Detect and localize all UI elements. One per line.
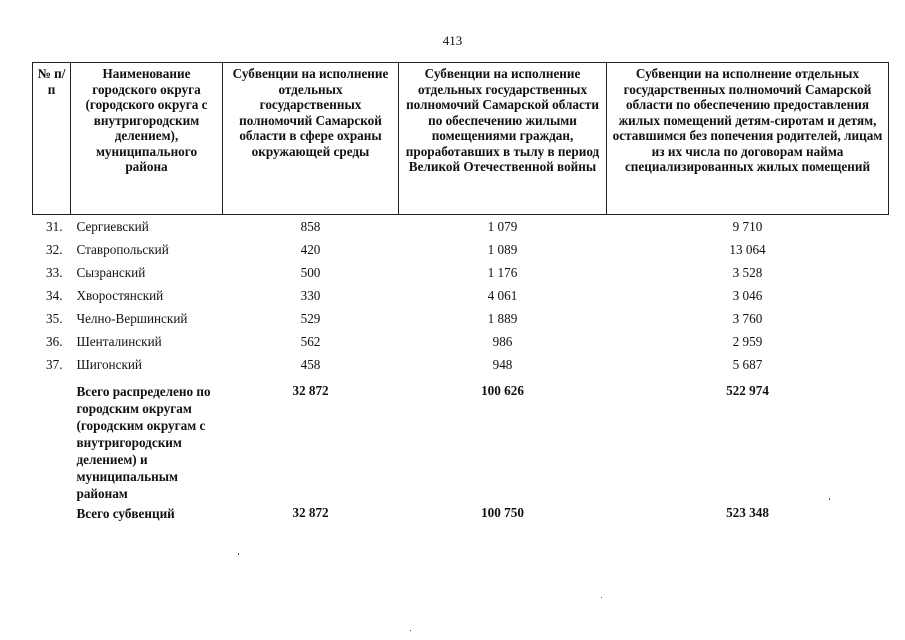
total-distributed-label: Всего распределено по городским округам (городским округам с внутригородским делением) и муниципальным районам (76, 383, 211, 501)
row-value-b: 1 079 (487, 219, 518, 234)
row-value-c: 3 528 (732, 264, 763, 280)
row-value-b: 1 089 (487, 241, 518, 257)
table-header (33, 63, 889, 215)
total-distributed-b: 100 626 (481, 382, 524, 398)
row-num: 37. (46, 356, 63, 372)
header-col-c: Субвенции на исполнение отдельных государственных полномочий Самарской области по обеспечению предоставления жилых помещений детям-сиротам и детям, оставшимся без попечения родителей, лицам из их числа по договорам найма специализированных жилых помещений (607, 63, 889, 215)
subventions-table (32, 62, 889, 525)
header-col-b: Субвенции на исполнение отдельных государственных полномочий Самарской области по обеспечению жилыми помещениями граждан, проработавших в тылу в период Великой Отечественной войны (399, 63, 607, 215)
total-distributed-row (33, 380, 889, 502)
total-distributed-c: 522 974 (726, 382, 769, 398)
total-subventions-a: 32 872 (292, 504, 329, 520)
table-row (33, 334, 889, 357)
scan-speck (238, 553, 239, 555)
row-num: 36. (46, 333, 63, 349)
page-number: 413 (442, 33, 463, 48)
scan-speck (829, 498, 830, 500)
row-name: Сызранский (76, 264, 146, 280)
row-name: Шенталинский (76, 333, 162, 349)
row-value-c: 3 046 (732, 287, 763, 303)
row-value-a: 458 (300, 356, 321, 372)
table-row (33, 311, 889, 334)
row-value-a: 562 (300, 333, 321, 349)
table-body (33, 215, 889, 525)
total-subventions-b: 100 750 (481, 504, 524, 520)
row-value-b: 4 061 (487, 287, 518, 303)
row-value-b: 1 889 (487, 310, 518, 326)
row-value-c: 9 710 (732, 219, 763, 234)
row-value-c: 3 760 (732, 310, 763, 326)
row-value-a: 500 (300, 264, 321, 280)
table-row (33, 242, 889, 265)
total-subventions-label: Всего субвенций (76, 505, 175, 521)
scan-speck (410, 630, 411, 631)
row-value-b: 1 176 (487, 264, 518, 280)
row-value-c: 5 687 (732, 356, 763, 372)
table-row (33, 357, 889, 380)
row-value-a: 420 (300, 241, 321, 257)
table-row (33, 288, 889, 311)
row-value-b: 948 (492, 356, 513, 372)
header-num: № п/п (33, 63, 71, 215)
scan-speck (601, 597, 602, 598)
row-name: Сергиевский (76, 219, 149, 234)
row-num: 32. (46, 241, 63, 257)
header-name: Наименование городского округа (городского округа с внутригородским делением), муниципального района (71, 63, 223, 215)
row-value-a: 529 (300, 310, 321, 326)
table-row (33, 265, 889, 288)
row-num: 31. (46, 219, 63, 234)
row-value-a: 858 (300, 219, 321, 234)
row-value-c: 13 064 (729, 241, 766, 257)
row-num: 35. (46, 310, 63, 326)
row-name: Челно-Вершинский (76, 310, 188, 326)
row-value-c: 2 959 (732, 333, 763, 349)
row-num: 33. (46, 264, 63, 280)
table-row (33, 215, 889, 242)
row-name: Шигонский (76, 356, 142, 372)
row-name: Хворостянский (76, 287, 164, 303)
total-subventions-row (33, 502, 889, 525)
row-value-b: 986 (492, 333, 513, 349)
header-col-a: Субвенции на исполнение отдельных государственных полномочий Самарской области в сфере охраны окружающей среды (223, 63, 399, 215)
row-name: Ставропольский (76, 241, 169, 257)
row-num: 34. (46, 287, 63, 303)
total-distributed-a: 32 872 (292, 382, 329, 398)
row-value-a: 330 (300, 287, 321, 303)
total-subventions-c: 523 348 (726, 504, 769, 520)
